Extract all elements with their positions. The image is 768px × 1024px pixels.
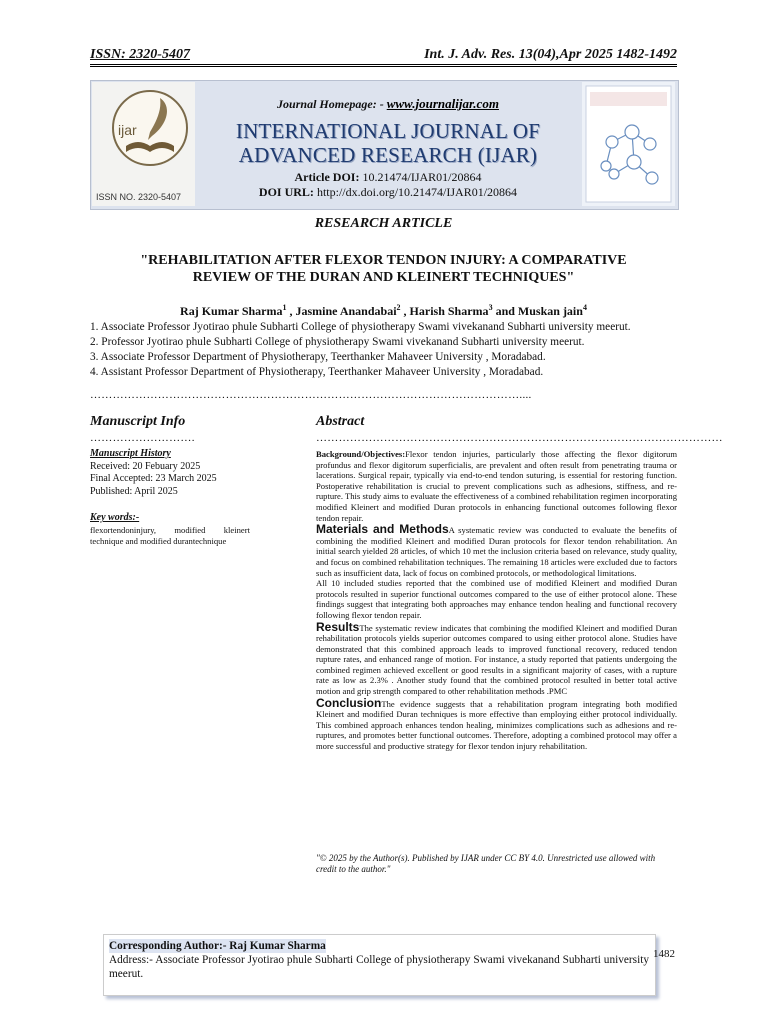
- corresponding-author-label: Corresponding Author:- Raj Kumar Sharma: [109, 940, 326, 952]
- results-label: Results: [316, 619, 360, 634]
- molecule-cover-icon: [582, 82, 675, 206]
- ijar-logo: [92, 82, 195, 206]
- corresponding-author-box: [103, 934, 656, 996]
- logo-issn: ISSN NO. 2320-5407: [96, 192, 182, 202]
- manuscript-info: [90, 448, 260, 547]
- journal-title: [200, 119, 576, 167]
- received-date: Received: 20 Febuary 2025: [90, 460, 201, 472]
- accepted-date: Final Accepted: 23 March 2025: [90, 473, 217, 484]
- author-sup: 4: [582, 303, 587, 312]
- published-date: Published: April 2025: [90, 485, 178, 497]
- paper-title-line2: REVIEW OF THE DURAN AND KLEINERT TECHNIQUES": [192, 270, 575, 285]
- author-name: Jasmine Anandabai: [295, 304, 397, 318]
- abstract-separator: ………………………………………………………………………………………………: [316, 432, 723, 444]
- header-rule: [90, 64, 677, 67]
- affiliations: [90, 320, 680, 403]
- affiliation: 1. Associate Professor Jyotirao phule Subharti College of physiotherapy Swami vivekanand Subharti university meerut.: [90, 321, 631, 333]
- running-header: [90, 47, 677, 63]
- author-sep: and: [492, 304, 518, 318]
- conclusion-label: Conclusion: [316, 695, 382, 710]
- doi-block: [200, 170, 576, 200]
- background-text: Flexor tendon injuries, particularly those affecting the flexor digitorum profundus and flexor digitorum superficialis, are prevalent and often result from penetrating trauma or lacerations. Surgical repair, typically via end-to-end tendon suturing, is essential for restoring function. Postoperative rehabilitation is crucial to prevent complications such as adhesions, stiffness, and re-rupture. This study aims to evaluate the effectiveness of a combined rehabilitation regimen incorporating modified Kleinert and modified Duran protocols in enhancing functional outcomes following flexor tendon repair.: [316, 449, 677, 523]
- affiliation: 2. Professor Jyotirao phule Subharti College of physiotherapy Swami vivekanand Subharti university meerut.: [90, 336, 585, 348]
- abstract-methods: [316, 524, 677, 578]
- results-text: The systematic review indicates that combining the modified Kleinert and modified Duran rehabilitation protocols yields superior outcomes compared to using either protocol alone. Studies have demonstrated that this combined approach leads to improved functional recovery, reduced tendon rupture rates, and enhanced range of motion. For instance, a study reported that patients undergoing the combined regimen achieved excellent or good results in a significant majority of cases, with a rupture rate as low as 2.3% . Another study found that the combined protocol resulted in better total active motion and grip strength compared to other rehabilitation methods .PMC: [316, 622, 677, 697]
- address-text: Associate Professor Jyotirao phule Subharti College of physiotherapy Swami vivekanand Subharti university meerut.: [109, 954, 649, 980]
- address-label: Address:-: [109, 954, 153, 966]
- author-sep: ,: [400, 304, 410, 318]
- abstract-methods-2: [316, 578, 677, 620]
- article-doi-label: Article DOI:: [294, 170, 360, 184]
- methods-label: Materials and Methods: [316, 522, 449, 537]
- section-separator: ……………………………………………………………………………………………………....: [90, 389, 532, 401]
- keywords-heading: Key words:-: [90, 512, 140, 523]
- corresponding-address: [109, 953, 649, 981]
- homepage-link[interactable]: www.journalijar.com: [386, 96, 499, 111]
- article-doi: 10.21474/IJAR01/20864: [362, 170, 482, 184]
- manuscript-info-heading: Manuscript Info: [90, 414, 186, 429]
- journal-title-line1: INTERNATIONAL JOURNAL OF: [235, 119, 541, 143]
- doi-url-label: DOI URL:: [258, 185, 314, 199]
- issn-text: ISSN: 2320-5407: [90, 47, 190, 62]
- article-type: RESEARCH ARTICLE: [314, 216, 453, 231]
- doi-url-link[interactable]: http://dx.doi.org/10.21474/IJAR01/20864: [316, 185, 518, 199]
- journal-cover-image: [582, 82, 675, 206]
- manuscript-separator: ……………………….: [90, 432, 195, 444]
- affiliation: 4. Assistant Professor Department of Physiotherapy, Teerthanker Mahaveer University , Moradabad.: [90, 366, 544, 378]
- abstract-conclusion: [316, 695, 677, 752]
- paper-title: [110, 252, 657, 286]
- conclusion-text: The evidence suggests that a rehabilitation program integrating both modified Kleinert and modified Duran techniques is more effective than employing either protocol individually. This combined approach enhances tendon healing, minimizes complications such as adhesions and re-ruptures, and promotes better functional outcomes. Therefore, adopting a combined protocol may offer a more successful and productive strategy for flexor tendon injury rehabilitation.: [316, 698, 677, 752]
- paper-title-line1: "REHABILITATION AFTER FLEXOR TENDON INJURY: A COMPARATIVE: [140, 253, 627, 268]
- methods-text-2: All 10 included studies reported that the combined use of modified Kleinert and modified Duran protocols resulted in superior functional outcomes compared to the use of either protocol alone. These findings suggest that integrating both approaches may enhance tendon healing and functional recovery following flexor tendon repair.: [316, 578, 677, 620]
- citation-text: Int. J. Adv. Res. 13(04),Apr 2025 1482-1492: [424, 47, 677, 62]
- affiliation: 3. Associate Professor Department of Physiotherapy, Teerthanker Mahaveer University , Moradabad.: [90, 351, 546, 363]
- abstract-heading: Abstract: [316, 414, 365, 429]
- author-name: Harish Sharma: [409, 304, 489, 318]
- journal-title-line2: ADVANCED RESEARCH (IJAR): [238, 143, 538, 167]
- logo-text: ijar: [118, 122, 137, 138]
- author-sup: 1: [282, 303, 287, 312]
- keywords-text: flexortendoninjury, modified kleinert technique and modified durantechnique: [90, 524, 250, 546]
- homepage-label: Journal Homepage: -: [277, 97, 384, 111]
- author-sup: 3: [488, 303, 493, 312]
- page-number: 1482: [653, 948, 675, 960]
- author-name: Muskan jain: [517, 304, 583, 318]
- copyright-notice: "© 2025 by the Author(s). Published by IJAR under CC BY 4.0. Unrestricted use allowed with credit to the author.": [316, 853, 656, 874]
- background-label: Background/Objectives:: [316, 449, 406, 459]
- author-sep: ,: [286, 304, 296, 318]
- history-heading: Manuscript History: [90, 448, 171, 459]
- methods-text: A systematic review was conducted to evaluate the benefits of combining the modified Kleinert and modified Duran protocols for flexor tendon rehabilitation. An initial search yielded 28 articles, of which 10 met the inclusion criteria based on relevance, study quality, and focus on combined rehabilitation techniques. The remaining 18 articles were excluded due to factors such as insufficient data, lack of focus on combined protocols, or methodological limitations.: [316, 525, 678, 578]
- abstract-background: [316, 449, 677, 523]
- author-list: [90, 303, 677, 319]
- abstract-results: [316, 619, 677, 697]
- author-sup: 2: [396, 303, 401, 312]
- journal-homepage: [200, 96, 576, 112]
- abstract-body: [316, 449, 677, 752]
- author-name: Raj Kumar Sharma: [180, 304, 283, 318]
